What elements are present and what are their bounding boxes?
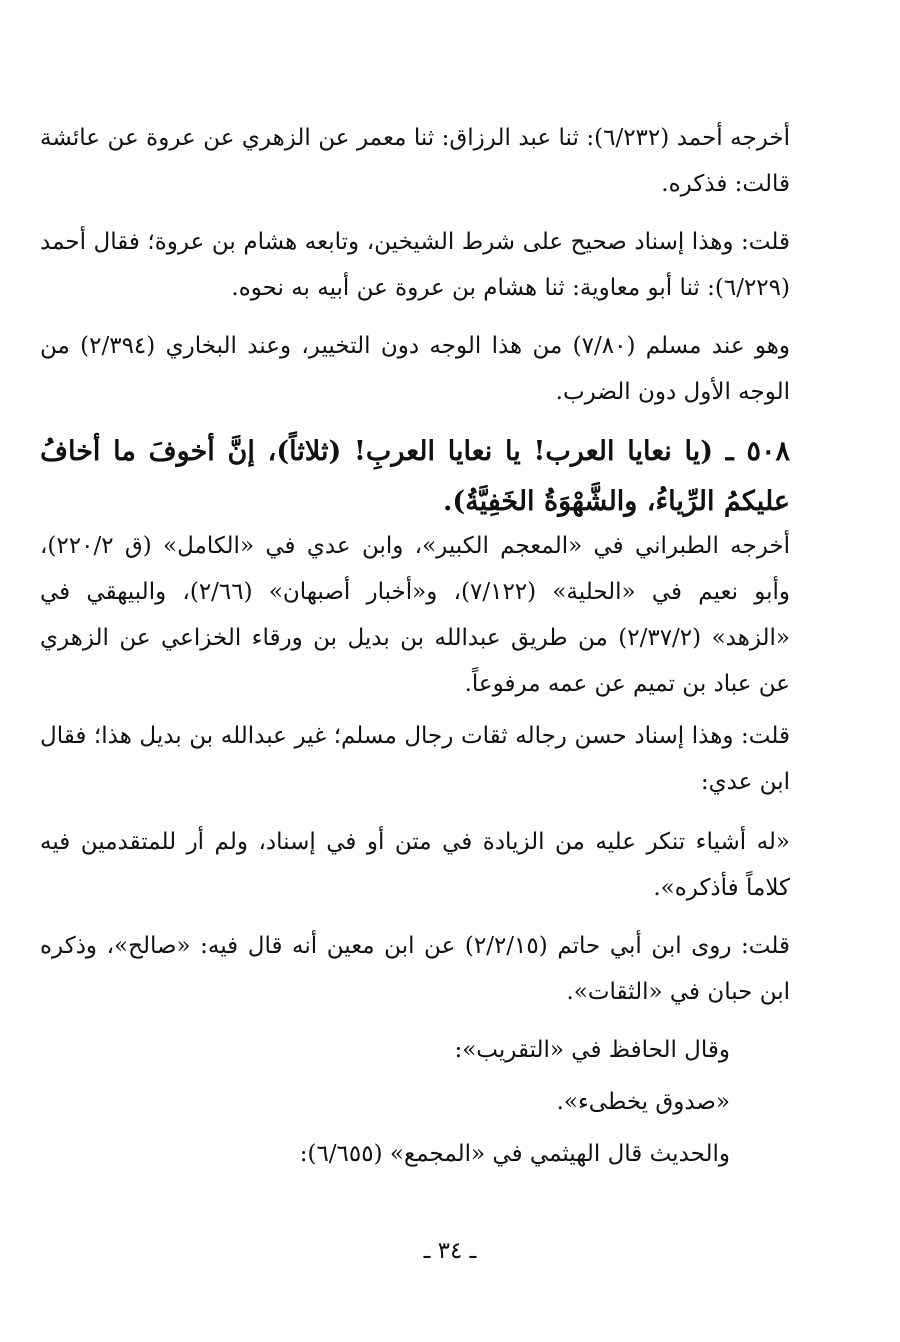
paragraph-ibn-abi-hatim: قلت: روى ابن أبي حاتم (٢/٢/١٥) عن ابن معين أنه قال فيه: «صالح»، وذكره ابن حبان في «الثقات». — [40, 933, 790, 1005]
hadith-508-text: ٥٠٨ ـ (يا نعايا العرب! يا نعايا العربِ! (ثلاثاً)، إنَّ أخوفَ ما أخافُ عليكمُ الرِّياءُ، والشَّهْوَةُ الخَفِيَّةُ). — [40, 436, 790, 517]
paragraph-isnad-sahih: قلت: وهذا إسناد صحيح على شرط الشيخين، وتابعه هشام بن عروة؛ فقال أحمد (٦/٢٢٩): ثنا أبو معاوية: ثنا هشام بن عروة عن أبيه به نحوه. — [40, 229, 790, 301]
quote-saduq: «صدوق يخطىء». — [556, 1089, 730, 1115]
paragraph-tabarani-takhrij: أخرجه الطبراني في «المعجم الكبير»، وابن عدي في «الكامل» (ق ٢٢٠/٢)، وأبو نعيم في «الحلية» (٧/١٢٢)، و«أخبار أصبهان» (٢/٦٦)، والبيهقي في «الزهد» (٢/٣٧/٢) من طريق عبدالله بن بديل بن ورقاء الخزاعي عن الزهري عن عباد بن تميم عن عمه مرفوعاً. — [40, 533, 791, 697]
paragraph-hafiz-taqrib: وقال الحافظ في «التقريب»: — [454, 1037, 730, 1063]
quote-ibn-adi: «له أشياء تنكر عليه من الزيادة في متن أو في إسناد، ولم أر للمتقدمين فيه كلاماً فأذكره». — [40, 829, 790, 901]
paragraph-muslim-bukhari: وهو عند مسلم (٧/٨٠) من هذا الوجه دون التخيير، وعند البخاري (٢/٣٩٤) من الوجه الأول دون الضرب. — [40, 333, 790, 405]
paragraph-ahmad-takhrij: أخرجه أحمد (٦/٢٣٢): ثنا عبد الرزاق: ثنا معمر عن الزهري عن عروة عن عائشة قالت: فذكره. — [40, 125, 791, 197]
page-number: ـ ٣٤ ـ — [423, 1238, 477, 1264]
paragraph-haythami: والحديث قال الهيثمي في «المجمع» (٦/٦٥٥): — [299, 1141, 730, 1167]
paragraph-isnad-hasan: قلت: وهذا إسناد حسن رجاله ثقات رجال مسلم؛ غير عبدالله بن بديل هذا؛ فقال ابن عدي: — [40, 723, 790, 795]
